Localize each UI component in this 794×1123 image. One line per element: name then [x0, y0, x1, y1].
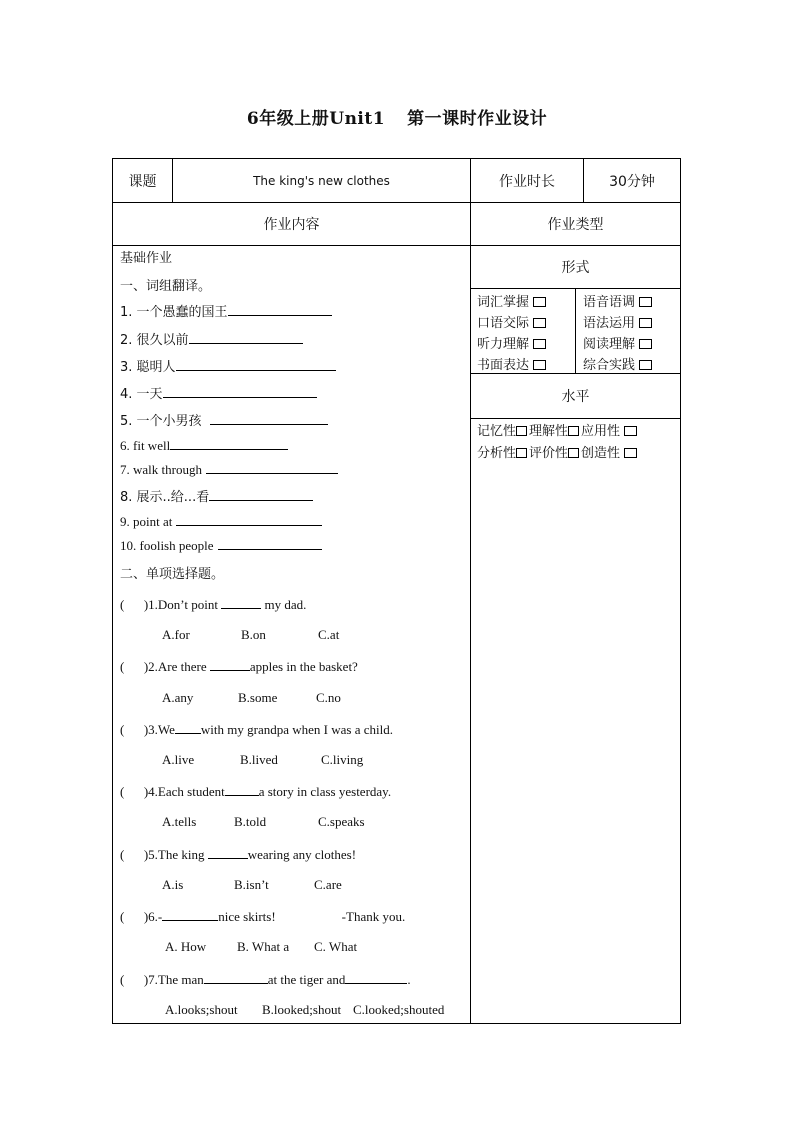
level-option: 创造性 — [581, 446, 621, 461]
question-2: ( )2.Are there apples in the basket? — [120, 659, 358, 674]
option: B.looked;shout — [262, 1002, 342, 1017]
part2-heading: 二、单项选择题。 — [120, 567, 225, 582]
part1-heading: 一、词组翻译。 — [120, 279, 212, 294]
checkbox[interactable] — [639, 360, 652, 370]
option: A.is — [162, 877, 184, 892]
option: B. What a — [237, 939, 290, 954]
option: A.any — [162, 690, 194, 705]
checkbox[interactable] — [568, 448, 579, 458]
question-4: ( )4.Each student a story in class yesterday. — [120, 784, 392, 799]
content-label: 作业内容 — [263, 217, 320, 233]
form-option[interactable]: 书面表达 — [477, 354, 546, 373]
topic-label: 课题 — [128, 173, 157, 190]
answer-blank[interactable] — [210, 658, 250, 671]
level-options-row2 — [477, 442, 637, 461]
form-option[interactable]: 阅读理解 — [583, 333, 652, 352]
option: B.some — [238, 690, 278, 705]
option: C.are — [314, 877, 342, 892]
checkbox[interactable] — [533, 297, 546, 307]
option: A.for — [162, 627, 190, 642]
phrase-item: 3. 聪明人 — [120, 356, 336, 375]
option: B.on — [241, 627, 266, 642]
question-1: ( )1.Don’t point my dad. — [120, 597, 307, 612]
section-basic: 基础作业 — [120, 251, 173, 266]
option: B.isn’t — [234, 877, 269, 892]
checkbox[interactable] — [624, 426, 637, 436]
answer-blank[interactable] — [204, 971, 268, 984]
option: C. What — [314, 939, 358, 954]
answer-blank[interactable] — [208, 846, 248, 859]
type-label: 作业类型 — [547, 217, 604, 233]
checkbox[interactable] — [516, 448, 527, 458]
checkbox[interactable] — [639, 339, 652, 349]
answer-blank[interactable] — [345, 971, 407, 984]
answer-blank[interactable] — [176, 513, 322, 526]
question-5: ( )5.The king wearing any clothes! — [120, 847, 357, 862]
answer-blank[interactable] — [162, 908, 218, 921]
option: A.looks;shout — [165, 1002, 238, 1017]
option: A.tells — [162, 814, 197, 829]
title-lesson: 第一课时作业设计 — [407, 109, 548, 129]
phrase-item: 1. 一个愚蠢的国王 — [120, 301, 332, 320]
row-divider — [470, 418, 680, 419]
duration-value: 30分钟 — [609, 173, 655, 190]
answer-blank[interactable] — [189, 331, 303, 344]
checkbox[interactable] — [568, 426, 579, 436]
option: C.no — [316, 690, 341, 705]
answer-blank[interactable] — [210, 412, 328, 425]
form-option[interactable]: 口语交际 — [477, 312, 546, 331]
level-option: 评价性 — [529, 446, 569, 461]
phrase-item: 2. 很久以前 — [120, 329, 303, 348]
answer-blank[interactable] — [176, 358, 336, 371]
form-option[interactable]: 语法运用 — [583, 312, 652, 331]
checkbox[interactable] — [533, 360, 546, 370]
level-option: 应用性 — [581, 424, 621, 439]
phrase-item: 10. foolish people — [120, 537, 322, 554]
col-divider — [575, 288, 576, 373]
phrase-item: 7. walk through — [120, 461, 338, 478]
page-title — [0, 104, 794, 129]
phrase-item: 8. 展示..给...看 — [120, 486, 313, 505]
option: B.lived — [240, 752, 278, 767]
col-divider — [470, 159, 471, 1023]
phrase-item: 4. 一天 — [120, 383, 317, 402]
answer-blank[interactable] — [170, 437, 288, 450]
option: B.told — [234, 814, 267, 829]
option: C.at — [318, 627, 340, 642]
duration-label: 作业时长 — [499, 173, 555, 190]
level-options-row1 — [477, 420, 637, 439]
checkbox[interactable] — [639, 318, 652, 328]
form-option[interactable]: 综合实践 — [583, 354, 652, 373]
answer-blank[interactable] — [206, 461, 338, 474]
checkbox[interactable] — [516, 426, 527, 436]
phrase-item: 5. 一个小男孩 — [120, 410, 328, 429]
checkbox[interactable] — [639, 297, 652, 307]
form-label: 形式 — [561, 260, 590, 276]
answer-blank[interactable] — [221, 596, 261, 609]
phrase-item: 6. fit well — [120, 437, 288, 454]
option: C.speaks — [318, 814, 365, 829]
answer-blank[interactable] — [163, 385, 317, 398]
option: A.live — [162, 752, 195, 767]
answer-blank[interactable] — [225, 783, 259, 796]
question-6: ( )6.- nice skirts! -Thank you. — [120, 909, 406, 924]
checkbox[interactable] — [624, 448, 637, 458]
question-3: ( )3.We with my grandpa when I was a child. — [120, 722, 393, 737]
form-option[interactable]: 语音语调 — [583, 291, 652, 310]
homework-table — [112, 158, 681, 1024]
answer-blank[interactable] — [175, 721, 201, 734]
level-option: 理解性 — [529, 424, 569, 439]
checkbox[interactable] — [533, 318, 546, 328]
answer-blank[interactable] — [228, 303, 332, 316]
question-7: ( )7.The man at the tiger and . — [120, 972, 411, 987]
title-grade-unit: 6年级上册Unit1 — [246, 109, 386, 129]
answer-blank[interactable] — [209, 488, 313, 501]
answer-blank[interactable] — [218, 537, 322, 550]
level-option: 分析性 — [477, 446, 517, 461]
level-label: 水平 — [561, 389, 590, 405]
option: C.looked;shouted — [353, 1002, 445, 1017]
topic-value: The king's new clothes — [253, 173, 390, 188]
phrase-item: 9. point at — [120, 513, 322, 530]
level-option: 记忆性 — [477, 424, 517, 439]
option: C.living — [321, 752, 364, 767]
form-option[interactable]: 词汇掌握 — [477, 291, 546, 310]
form-option[interactable]: 听力理解 — [477, 333, 546, 352]
option: A. How — [165, 939, 207, 954]
checkbox[interactable] — [533, 339, 546, 349]
